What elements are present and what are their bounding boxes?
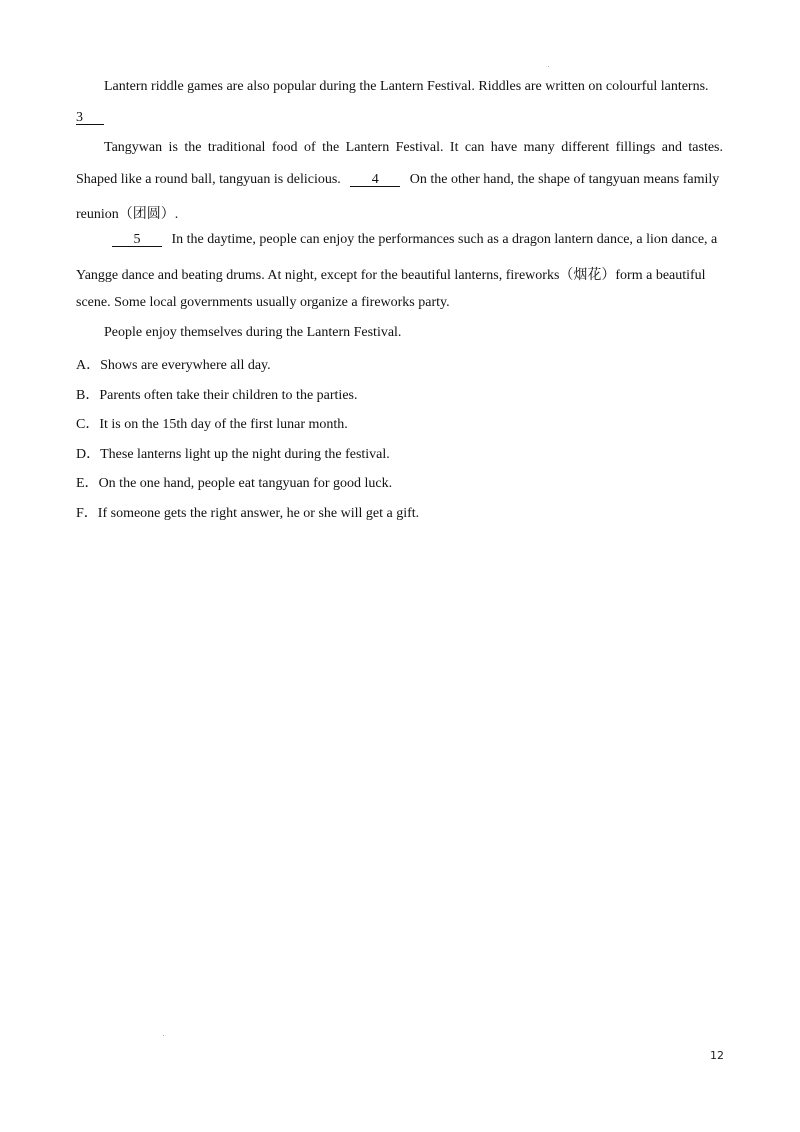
option-d[interactable]: [76, 443, 390, 463]
paragraph-tangyuan-line2-a: Shaped like a round ball, tangyuan is delicious.: [76, 172, 341, 187]
blank-4-number: 4: [371, 172, 379, 187]
option-f[interactable]: [76, 502, 419, 522]
paragraph-activities-line1-text: In the daytime, people can enjoy the performances such as a dragon lantern dance, a lion dance, a: [171, 232, 718, 247]
paragraph-tangyuan-line1: [104, 140, 723, 156]
paragraph-tangyuan-line3-text: reunion（团圆）.: [76, 207, 179, 222]
option-text: These lanterns light up the night during the festival.: [100, 447, 390, 462]
page-number: 12: [710, 1049, 724, 1062]
option-text: Parents often take their children to the parties.: [99, 388, 358, 403]
scan-speck: [163, 1035, 164, 1036]
option-letter: B．: [76, 388, 100, 403]
option-text: On the one hand, people eat tangyuan for good luck.: [98, 476, 393, 491]
option-a[interactable]: [76, 354, 271, 374]
paragraph-enjoy: [104, 325, 401, 341]
option-text: It is on the 15th day of the first lunar month.: [99, 417, 348, 432]
option-letter: A．: [76, 358, 101, 373]
paragraph-tangyuan-line1-text: Tangywan is the traditional food of the Lantern Festival. It can have many different fillings and tastes.: [104, 140, 723, 155]
option-e[interactable]: [76, 472, 392, 492]
paragraph-activities-line1: [112, 232, 717, 248]
option-letter: F．: [76, 506, 98, 521]
option-c[interactable]: [76, 413, 348, 433]
answer-blank-4[interactable]: [350, 173, 400, 187]
paragraph-tangyuan-line3: [76, 203, 178, 223]
paragraph-activities-line2: [76, 264, 706, 284]
option-text: Shows are everywhere all day.: [100, 358, 271, 373]
option-letter: D．: [76, 447, 101, 462]
option-b[interactable]: [76, 384, 357, 404]
answer-blank-5[interactable]: [112, 233, 162, 247]
option-letter: C．: [76, 417, 100, 432]
option-letter: E．: [76, 476, 99, 491]
scan-speck: [548, 66, 549, 67]
paragraph-riddles-text: Lantern riddle games are also popular during the Lantern Festival. Riddles are written on colourful lanterns.: [104, 79, 709, 94]
paragraph-riddles: [104, 79, 709, 95]
answer-blank-3[interactable]: [76, 111, 104, 125]
blank-3-line: [76, 110, 104, 126]
blank-5-number: 5: [133, 232, 141, 247]
paragraph-tangyuan-line2-b: On the other hand, the shape of tangyuan means family: [409, 172, 720, 187]
blank-3-number: 3: [76, 110, 83, 125]
paragraph-activities-line3-text: scene. Some local governments usually organize a fireworks party.: [76, 295, 450, 310]
option-text: If someone gets the right answer, he or she will get a gift.: [97, 506, 420, 521]
paragraph-tangyuan-line2: [76, 172, 719, 188]
paragraph-activities-line3: [76, 295, 450, 311]
paragraph-activities-line2-text: Yangge dance and beating drums. At night, except for the beautiful lanterns, fireworks（烟花）form a beautiful: [76, 268, 706, 283]
paragraph-enjoy-text: People enjoy themselves during the Lantern Festival.: [104, 325, 402, 340]
